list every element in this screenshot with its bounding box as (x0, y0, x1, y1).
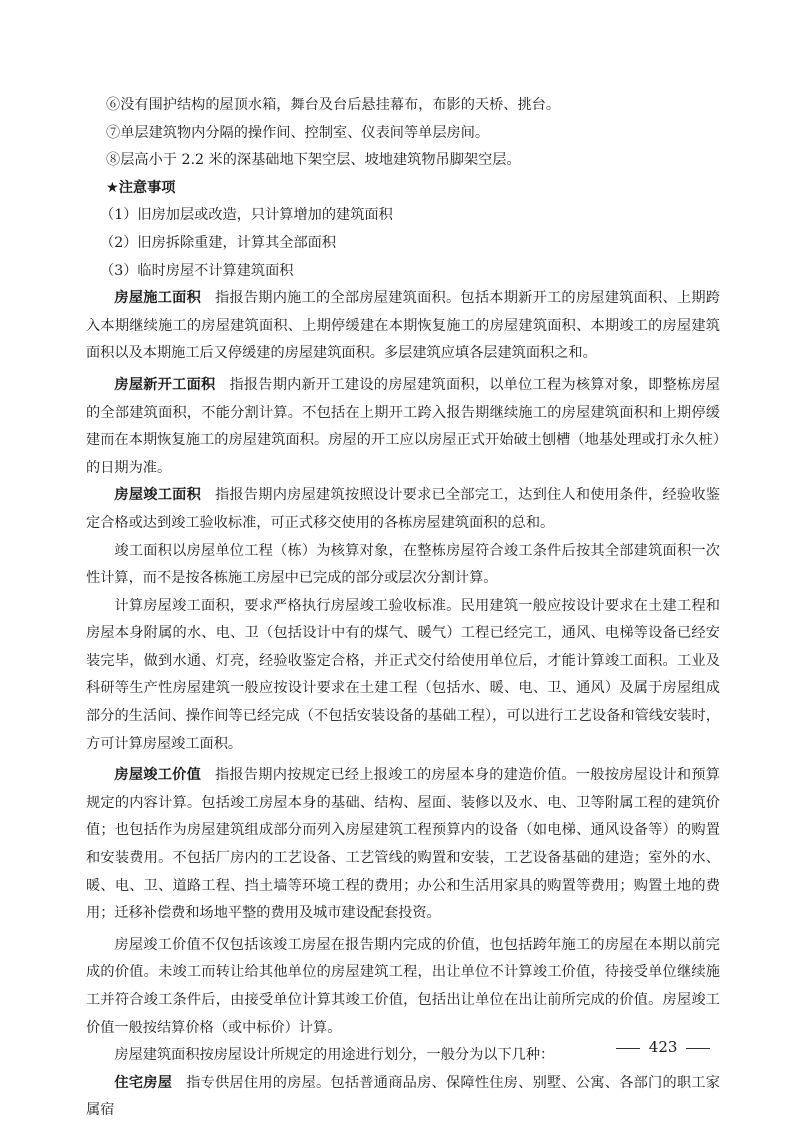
completed-paragraph-3: 计算房屋竣工面积，要求严格执行房屋竣工验收标准。民用建筑一般应按设计要求在土建工程和房屋本身附属的水、电、卫（包括设计中有的煤气、暖气）工程已经完工，通风、电梯等设备已经安装完毕，做到水通、灯亮，经验收鉴定合格，并正式交付给使用单位后，才能计算竣工面积。工业及科研等生产性房屋建筑一般应按设计要求在土建工程（包括水、暖、电、卫、通风）及属于房屋组成部分的生活间、操作间等已经完成（不包括安装设备的基础工程），可以进行工艺设备和管线安装时，方可计算房屋竣工面积。 (86, 597, 720, 752)
term-completed-value: 房屋竣工价值 (114, 767, 201, 784)
term-residential: 住宅房屋 (114, 1074, 173, 1091)
term-new-started: 房屋新开工面积 (114, 376, 216, 393)
list-item-6: ⑥没有围护结构的屋顶水箱，舞台及台后悬挂幕布，布影的天桥、挑台。 (106, 97, 561, 113)
list-item-8: ⑧层高小于 2.2 米的深基础地下架空层、坡地建筑物吊脚架空层。 (106, 152, 521, 169)
definition-text: 指报告期内按规定已经上报竣工的房屋本身的建造价值。一般按房屋设计和预算规定的内容计算。包括竣工房屋本身的基础、结构、屋面、装修以及水、电、卫等附属工程的建筑价值；也包括作为房屋建筑组成部分而列入房屋建筑工程预算内的设备（如电梯、通风设备等）的购置和安装费用。不包括厂房内的工艺设备、工艺管线的购置和安装，工艺设备基础的建造；室外的水、暖、电、卫、道路工程、挡土墙等环境工程的费用；办公和生活用家具的购置等费用；购置土地的费用；迁移补偿费和场地平整的费用及城市建设配套投资。 (86, 767, 720, 922)
term-completed: 房屋竣工面积 (114, 487, 201, 504)
completed-value-paragraph-2: 房屋竣工价值不仅包括该竣工房屋在报告期内完成的价值，也包括跨年施工的房屋在本期以前完成的价值。未竣工而转让给其他单位的房屋建筑工程，出让单位不计算竣工价值，待接受单位继续施工并符合竣工条件后，由接受单位计算其竣工价值，包括出让单位在出让前所完成的价值。房屋竣工价值一般按结算价格（或中标价）计算。 (86, 936, 720, 1036)
dash-left (616, 1048, 640, 1049)
definition-completed (86, 482, 720, 537)
document-page (86, 92, 720, 1125)
definition-text: 指报告期内新开工建设的房屋建筑面积，以单位工程为核算对象，即整栋房屋的全部建筑面积，不能分割计算。不包括在上期开工跨入报告期继续施工的房屋建筑面积和上期停缓建而在本期恢复施工的房屋建筑面积。房屋的开工应以房屋正式开始破土刨槽（地基处理或打永久桩）的日期为准。 (86, 376, 720, 476)
definition-residential (86, 1070, 720, 1125)
definition-text: 指专供居住用的房屋。包括普通商品房、保障性住房、别墅、公寓、各部门的职工家属宿 (86, 1074, 720, 1119)
classification-intro: 房屋建筑面积按房屋设计所规定的用途进行划分，一般分为以下几种： (114, 1047, 555, 1064)
note-item-2: （2）旧房拆除重建，计算其全部面积 (100, 234, 337, 251)
page-number-footer (612, 1038, 714, 1056)
term-under-construction: 房屋施工面积 (114, 290, 201, 307)
note-item-1: （1）旧房加层或改造，只计算增加的建筑面积 (100, 207, 393, 224)
dash-right (686, 1048, 710, 1049)
definition-under-construction (86, 285, 720, 368)
notes-heading: ★注意事项 (106, 179, 176, 196)
definition-text: 指报告期内施工的全部房屋建筑面积。包括本期新开工的房屋建筑面积、上期跨入本期继续施工的房屋建筑面积、上期停缓建在本期恢复施工的房屋建筑面积、本期竣工的房屋建筑面积以及本期施工后又停缓建的房屋建筑面积。多层建筑应填各层建筑面积之和。 (86, 290, 720, 362)
completed-paragraph-2: 竣工面积以房屋单位工程（栋）为核算对象，在整栋房屋符合竣工条件后按其全部建筑面积一次性计算，而不是按各栋施工房屋中已完成的部分或层次分割计算。 (86, 542, 720, 587)
definition-text: 指报告期内房屋建筑按照设计要求已全部完工，达到住人和使用条件，经验收鉴定合格或达到竣工验收标准，可正式移交使用的各栋房屋建筑面积的总和。 (86, 487, 720, 531)
definition-new-started (86, 372, 720, 482)
definition-completed-value (86, 762, 720, 928)
note-item-3: （3）临时房屋不计算建筑面积 (100, 262, 294, 279)
list-item-7: ⑦单层建筑物内分隔的操作间、控制室、仪表间等单层房间。 (106, 124, 490, 141)
page-number: 423 (648, 1038, 678, 1056)
